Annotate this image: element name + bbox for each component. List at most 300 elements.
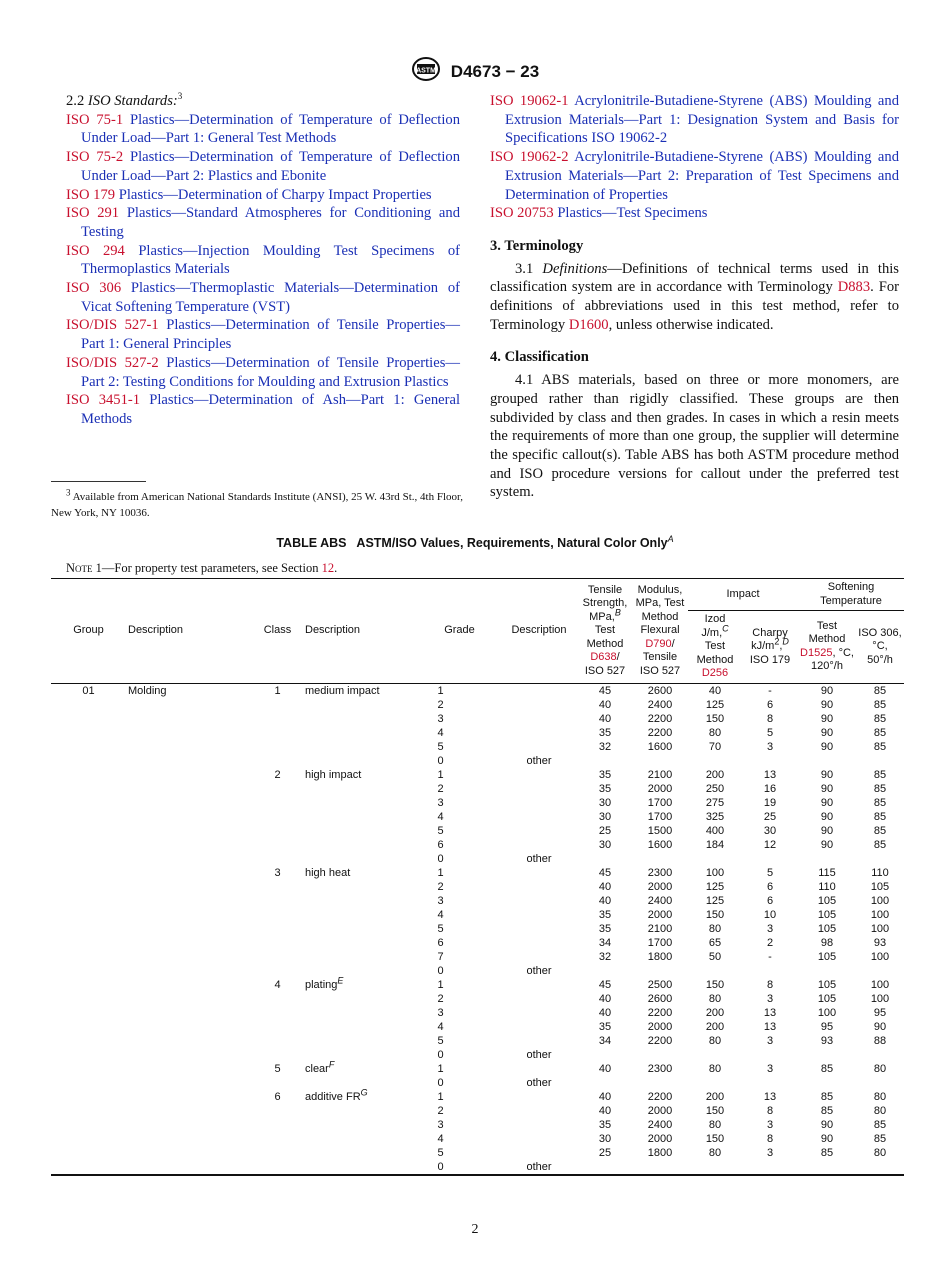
table-cell-tensile: 40 [598, 1104, 612, 1117]
table-cell-cls: 4 [274, 978, 281, 991]
table-cell-iso306: 85 [873, 1118, 887, 1131]
table-cell-group [51, 1076, 126, 1090]
table-cell-desc1 [126, 908, 252, 922]
section-2-2-heading: 2.2 ISO Standards:$^3$ [66, 91, 183, 109]
table-cell-test [798, 1048, 856, 1062]
table-cell-test: 90 [820, 726, 834, 739]
table-cell-iso306: 80 [873, 1104, 887, 1117]
table-cell-iso306: 110 [871, 866, 889, 879]
iso-reference-title-link[interactable]: Plastics—Determination of Charpy Impact Properties [118, 186, 432, 203]
table-cell-charpy: 16 [763, 782, 777, 795]
table-cell-cls [252, 824, 303, 838]
section-4-1-paragraph: 4.1 ABS materials, based on three or more monomers, are grouped rather than rigidly classified. These groups are then subdivided by class and then grades. In cases in which a resin meets the requirements of more than one group, the supplier will determine the specific callout(s). Table ABS has both ASTM procedure method and ISO procedure versions for callout under the preferred test system. [490, 372, 899, 501]
iso-reference-code-link[interactable]: ISO/DIS 527-1 [66, 317, 159, 334]
table-cell-desc1 [126, 978, 252, 992]
table-cell-izod [688, 964, 742, 978]
iso-reference [66, 279, 460, 316]
iso-reference-code-link[interactable]: ISO 306 [66, 280, 122, 297]
table-cell-izod: 200 [705, 1006, 725, 1019]
iso-reference-code-link[interactable]: ISO 75-1 [66, 111, 124, 128]
iso-reference-title-link[interactable]: Plastics—Determination of Temperature of Deflection Under Load—Part 2: Plastics and Ebonite [81, 149, 460, 184]
table-cell-cls [252, 796, 303, 810]
table-cell-charpy: 13 [763, 1006, 777, 1019]
table-cell-izod [688, 754, 742, 768]
table-cell-modulus: 2000 [647, 908, 673, 921]
iso-reference-code-link[interactable]: ISO 3451-1 [66, 392, 141, 409]
table-cell-modulus: 2200 [647, 712, 673, 725]
footnote-rule [51, 481, 146, 482]
table-cell-izod: 150 [705, 978, 725, 991]
astm-logo-text: ASTM [415, 67, 436, 75]
table-cell-desc2 [303, 1020, 419, 1034]
table-cell-grade: 2 [437, 992, 444, 1005]
table-cell-test: 90 [820, 698, 834, 711]
table-cell-group [51, 768, 126, 782]
table-cell-cls [252, 964, 303, 978]
table-cell-charpy: 3 [766, 1062, 774, 1075]
table-cell-group [51, 838, 126, 852]
iso-reference-title-link[interactable]: Plastics—Determination of Temperature of Deflection Under Load—Part 1: General Test Methods [81, 111, 460, 147]
iso-reference [66, 316, 460, 353]
table-cell-test: 90 [820, 1132, 834, 1145]
table-cell-cls: 3 [274, 866, 281, 879]
table-cell-test: 90 [820, 1118, 834, 1131]
table-cell-grade: 4 [437, 810, 444, 823]
table-cell-modulus: 1700 [647, 936, 673, 949]
table-row [51, 1076, 904, 1090]
table-cell-tensile: 40 [598, 992, 612, 1005]
iso-reference-title-link[interactable]: Plastics—Determination of Tensile Properties—Part 2: Testing Conditions for Moulding and Extrusion Plastics [81, 354, 460, 390]
table-cell-izod [688, 1160, 742, 1175]
table-cell-cls [252, 950, 303, 964]
iso-reference-code-link[interactable]: ISO 291 [66, 205, 120, 222]
table-cell-cls [252, 1160, 303, 1175]
link-d1525[interactable]: D1525 [800, 646, 833, 659]
table-cell-desc2 [303, 1034, 419, 1048]
table-cell-desc3 [500, 740, 578, 754]
table-cell-izod: 325 [705, 810, 725, 823]
table-cell-izod: 125 [705, 698, 725, 711]
table-cell-iso306: 85 [873, 684, 887, 697]
table-cell-cls [252, 1146, 303, 1160]
table-cell-modulus: 1600 [647, 740, 673, 753]
table-cell-grade: 6 [437, 838, 444, 851]
table-cell-desc2: clear$^F$ [305, 1058, 335, 1075]
table-cell-desc2 [303, 1048, 419, 1062]
table-cell-tensile: 34 [598, 1034, 612, 1047]
table-cell-test: 85 [820, 1062, 834, 1075]
table-cell-test: 90 [820, 684, 834, 697]
table-cell-iso306 [856, 1160, 904, 1175]
table-cell-charpy: 5 [766, 726, 774, 739]
iso-reference [490, 204, 899, 223]
table-cell-desc2 [303, 782, 419, 796]
link-d638[interactable]: D638 [590, 651, 617, 663]
table-cell-test: 105 [817, 978, 837, 991]
table-cell-modulus: 2400 [647, 894, 673, 907]
table-cell-iso306: 100 [870, 978, 890, 991]
table-cell-desc3: other [526, 1160, 552, 1173]
table-cell-modulus: 2600 [647, 992, 673, 1005]
table-cell-desc3 [500, 796, 578, 810]
iso-reference [490, 92, 899, 148]
iso-reference-title-link[interactable]: Plastics—Test Specimens [557, 205, 708, 222]
table-cell-tensile: 25 [598, 824, 612, 837]
table-row [51, 1006, 904, 1020]
table-cell-desc3 [500, 683, 578, 698]
table-cell-test: 105 [817, 950, 837, 963]
table-row [51, 1118, 904, 1132]
iso-reference [66, 204, 460, 241]
table-cell-izod: 65 [708, 936, 722, 949]
table-cell-modulus: 2000 [647, 1132, 673, 1145]
table-cell-modulus: 2400 [647, 698, 673, 711]
table-cell-tensile: 40 [598, 894, 612, 907]
iso-reference-title-link[interactable]: Plastics—Determination of Ash—Part 1: General Methods [81, 392, 461, 427]
astm-logo-icon [411, 56, 441, 87]
table-row [51, 880, 904, 894]
table-cell-charpy: 3 [766, 1034, 774, 1047]
table-cell-grade: 0 [437, 1048, 444, 1061]
link-d256[interactable]: D256 [701, 667, 729, 679]
table-cell-desc3 [500, 950, 578, 964]
header-iso-306: ISO 306, °C, 50°/h [858, 626, 902, 666]
table-cell-group [51, 866, 126, 880]
table-cell-cls: 6 [274, 1090, 281, 1103]
table-row [51, 1062, 904, 1076]
table-cell-tensile [578, 852, 632, 866]
footnote: $^3$ Available from American National Standards Institute (ANSI), 25 W. 43rd St., 4th Floor, New York, NY 10036. [51, 487, 463, 519]
header-grade: Grade [444, 624, 475, 636]
table-cell-grade: 5 [437, 824, 444, 837]
table-cell-desc1 [126, 712, 252, 726]
table-cell-desc2 [303, 810, 419, 824]
table-cell-grade: 1 [437, 1062, 444, 1075]
table-cell-grade: 4 [437, 1132, 444, 1145]
table-cell-group [51, 1118, 126, 1132]
iso-reference [66, 111, 460, 148]
table-cell-grade: 4 [437, 726, 444, 739]
table-cell-tensile: 40 [598, 1006, 612, 1019]
table-cell-izod: 80 [708, 992, 722, 1005]
table-cell-tensile: 35 [598, 1020, 612, 1033]
table-cell-cls [252, 936, 303, 950]
iso-reference-code-link[interactable]: ISO 75-2 [66, 149, 124, 166]
table-cell-izod: 200 [705, 1090, 725, 1103]
table-cell-desc2 [303, 1146, 419, 1160]
iso-reference [66, 148, 460, 185]
table-cell-grade: 3 [437, 1006, 444, 1019]
iso-reference-title-link[interactable]: Acrylonitrile-Butadiene-Styrene (ABS) Moulding and Extrusion Materials—Part 1: Designation System and Basis for Specifications ISO 19062-2 [505, 93, 900, 147]
table-cell-iso306: 80 [873, 1146, 887, 1159]
iso-reference [66, 354, 460, 391]
link-d883[interactable]: D883 [837, 279, 871, 296]
table-cell-charpy: 6 [766, 894, 774, 907]
table-cell-test [798, 852, 856, 866]
table-cell-group [51, 922, 126, 936]
table-cell-desc2 [303, 852, 419, 866]
table-cell-test: 105 [817, 908, 837, 921]
table-cell-grade: 1 [437, 768, 444, 781]
table-cell-charpy: 13 [763, 1090, 777, 1103]
table-cell-group [51, 1160, 126, 1175]
table-cell-desc1 [126, 768, 252, 782]
table-cell-modulus: 2000 [647, 1104, 673, 1117]
section-4-heading: 4. Classification [490, 349, 589, 366]
table-cell-desc1 [126, 964, 252, 978]
table-cell-group [51, 698, 126, 712]
table-cell-desc1 [126, 1146, 252, 1160]
iso-reference-title-link[interactable]: Acrylonitrile-Butadiene-Styrene (ABS) Moulding and Extrusion Materials—Part 2: Preparation of Test Specimens and Determination of Properties [505, 149, 900, 203]
table-cell-desc2 [303, 936, 419, 950]
table-cell-desc3 [500, 880, 578, 894]
table-cell-cls [252, 698, 303, 712]
table-row [51, 782, 904, 796]
table-cell-group [51, 992, 126, 1006]
table-cell-cls [252, 1006, 303, 1020]
table-cell-iso306: 100 [870, 992, 890, 1005]
table-cell-desc3 [500, 726, 578, 740]
table-cell-izod [688, 1048, 742, 1062]
table-cell-charpy: - [768, 684, 772, 697]
table-cell-iso306: 80 [873, 1090, 887, 1103]
table-cell-desc1 [126, 922, 252, 936]
header-description-3: Description [511, 624, 567, 636]
table-cell-tensile: 32 [598, 950, 612, 963]
table-cell-group [51, 1006, 126, 1020]
table-row [51, 922, 904, 936]
iso-reference-code-link[interactable]: ISO 20753 [490, 205, 554, 222]
header-softening-temperature: Softening Temperature [798, 579, 904, 611]
table-cell-group: 01 [82, 684, 95, 697]
table-cell-izod: 80 [708, 1062, 722, 1075]
table-row [51, 726, 904, 740]
table-cell-grade: 1 [437, 684, 444, 697]
table-cell-desc1 [126, 950, 252, 964]
document-number: D4673 − 23 [450, 61, 540, 81]
table-cell-cls: 5 [274, 1062, 281, 1075]
table-row [51, 698, 904, 712]
table-cell-desc2 [303, 908, 419, 922]
table-cell-desc2 [303, 964, 419, 978]
table-cell-cls [252, 1132, 303, 1146]
table-cell-desc2 [303, 698, 419, 712]
table-cell-group [51, 852, 126, 866]
table-cell-cls [252, 1118, 303, 1132]
table-cell-test: 115 [818, 866, 836, 879]
table-cell-charpy: 10 [763, 908, 777, 921]
table-cell-tensile: 45 [598, 866, 612, 879]
table-cell-izod: 80 [708, 726, 722, 739]
table-cell-desc1 [126, 810, 252, 824]
table-cell-charpy: 3 [766, 922, 774, 935]
table-cell-tensile: 40 [598, 1062, 612, 1075]
table-row [51, 712, 904, 726]
iso-reference-code-link[interactable]: ISO 19062-1 [490, 93, 569, 109]
table-cell-modulus: 2400 [647, 1118, 673, 1131]
table-cell-charpy: 8 [766, 712, 774, 725]
table-cell-group [51, 796, 126, 810]
table-cell-tensile: 35 [598, 726, 612, 739]
table-cell-desc2 [303, 880, 419, 894]
table-cell-tensile: 30 [598, 796, 612, 809]
iso-reference-title-link[interactable]: Plastics—Standard Atmospheres for Conditioning and Testing [81, 205, 460, 240]
table-cell-charpy: 2 [766, 936, 774, 949]
table-cell-grade: 0 [437, 852, 444, 865]
table-cell-izod: 200 [705, 768, 725, 781]
table-cell-grade: 5 [437, 740, 444, 753]
header-charpy: Charpy $kJ/m^2,^D$ ISO 179 [749, 626, 791, 666]
header-description-1: Description [128, 624, 184, 636]
table-cell-test: 98 [820, 936, 834, 949]
iso-reference-code-link[interactable]: ISO 19062-2 [490, 149, 569, 166]
table-cell-desc1 [126, 936, 252, 950]
table-cell-iso306: 85 [873, 712, 887, 725]
table-cell-group [51, 894, 126, 908]
table-cell-izod: 125 [705, 880, 725, 893]
table-cell-grade: 5 [437, 922, 444, 935]
table-row [51, 1020, 904, 1034]
table-cell-desc1 [126, 1034, 252, 1048]
table-cell-desc1 [126, 880, 252, 894]
table-row [51, 852, 904, 866]
table-cell-desc3 [500, 824, 578, 838]
table-cell-grade: 6 [437, 936, 444, 949]
table-cell-modulus: 2200 [647, 1006, 673, 1019]
table-cell-iso306 [856, 852, 904, 866]
table-cell-grade: 0 [437, 964, 444, 977]
table-cell-test: 85 [820, 1104, 834, 1117]
table-cell-iso306 [856, 964, 904, 978]
table-cell-grade: 0 [437, 1076, 444, 1089]
table-cell-grade: 0 [437, 754, 444, 767]
iso-reference [66, 242, 460, 279]
table-cell-iso306 [856, 1076, 904, 1090]
table-cell-group [51, 740, 126, 754]
table-cell-charpy: 12 [763, 838, 777, 851]
table-cell-cls [252, 1034, 303, 1048]
table-row [51, 1146, 904, 1160]
table-cell-desc2 [303, 740, 419, 754]
section-3-1-paragraph: 3.1 Definitions—Definitions of technical terms used in this classification system are in accordance with Terminology D883. For definitions of abbreviations used in this test method, refer to Terminology D1600, unless otherwise indicated. [490, 260, 899, 333]
table-cell-grade: 2 [437, 880, 444, 893]
table-cell-test: 105 [817, 992, 837, 1005]
iso-reference-title-link[interactable]: Plastics—Thermoplastic Materials—Determination of Vicat Softening Temperature (VST) [81, 280, 460, 315]
table-cell-desc3 [500, 1034, 578, 1048]
table-cell-izod [688, 1076, 742, 1090]
iso-reference-code-link[interactable]: ISO 294 [66, 242, 125, 259]
table-cell-charpy: 3 [766, 992, 774, 1005]
header-group: Group [73, 624, 104, 636]
table-cell-modulus [632, 1048, 688, 1062]
table-cell-charpy: 13 [763, 768, 777, 781]
iso-reference [490, 148, 899, 204]
table-row [51, 978, 904, 992]
iso-reference-title-link[interactable]: Plastics—Injection Moulding Test Specimens of Thermoplastics Materials [81, 242, 460, 278]
table-cell-charpy [742, 1048, 798, 1062]
table-cell-desc3 [500, 908, 578, 922]
table-cell-cls [252, 1048, 303, 1062]
table-cell-modulus: 1600 [647, 838, 673, 851]
link-d790[interactable]: D790 [645, 637, 672, 650]
iso-reference-title-link[interactable]: Plastics—Determination of Tensile Properties—Part 1: General Principles [81, 317, 460, 353]
table-cell-modulus: 1500 [647, 824, 673, 837]
table-cell-modulus: 2000 [647, 880, 673, 893]
link-d1600[interactable]: D1600 [568, 316, 609, 333]
table-cell-iso306: 100 [870, 908, 890, 921]
table-cell-iso306: 85 [873, 838, 887, 851]
section-3-heading: 3. Terminology [490, 237, 584, 254]
table-cell-desc2 [303, 950, 419, 964]
table-row [51, 866, 904, 880]
table-cell-iso306: 85 [873, 810, 887, 823]
table-row [51, 964, 904, 978]
table-cell-tensile: 40 [598, 1090, 612, 1103]
iso-reference-code-link[interactable]: ISO/DIS 527-2 [66, 354, 159, 371]
table-cell-desc1 [126, 796, 252, 810]
table-cell-modulus [632, 852, 688, 866]
link-section-12[interactable]: 12 [321, 561, 335, 575]
table-cell-izod: 80 [708, 1034, 722, 1047]
table-cell-charpy: 8 [766, 1104, 774, 1117]
table-body [51, 683, 904, 1175]
table-cell-desc2 [303, 712, 419, 726]
table-cell-cls [252, 838, 303, 852]
table-cell-iso306: 100 [870, 950, 890, 963]
iso-reference [66, 186, 460, 205]
table-cell-iso306: 80 [873, 1062, 887, 1075]
table-cell-modulus: 2200 [647, 726, 673, 739]
table-cell-charpy: 3 [766, 1118, 774, 1131]
table-cell-charpy: 25 [763, 810, 777, 823]
table-row [51, 1160, 904, 1175]
table-cell-desc1 [126, 824, 252, 838]
iso-reference-code-link[interactable]: ISO 179 [66, 186, 116, 203]
table-cell-desc1 [126, 1048, 252, 1062]
table-cell-desc1 [126, 992, 252, 1006]
table-cell-iso306: 105 [870, 880, 890, 893]
page-header [0, 56, 950, 87]
table-cell-grade: 0 [437, 1160, 444, 1173]
table-cell-izod: 80 [708, 1118, 722, 1131]
table-cell-tensile: 45 [598, 684, 612, 697]
table-cell-desc2 [303, 754, 419, 768]
table-cell-iso306: 85 [873, 824, 887, 837]
table-row [51, 1104, 904, 1118]
table-cell-desc1 [126, 852, 252, 866]
table-row [51, 796, 904, 810]
table-cell-modulus [632, 1160, 688, 1175]
table-cell-desc2: high impact [305, 768, 362, 781]
table-cell-tensile: 35 [598, 908, 612, 921]
table-cell-desc3 [500, 1104, 578, 1118]
table-cell-group [51, 712, 126, 726]
table-cell-iso306: 88 [873, 1034, 887, 1047]
table-cell-test: 90 [820, 740, 834, 753]
table-row [51, 683, 904, 698]
table-cell-desc2 [303, 1160, 419, 1175]
table-cell-modulus: 2000 [647, 782, 673, 795]
table-cell-desc3 [500, 1062, 578, 1076]
table-cell-desc2: high heat [305, 866, 351, 879]
table-cell-izod: 184 [705, 838, 725, 851]
table-row [51, 824, 904, 838]
table-cell-desc1 [126, 1020, 252, 1034]
table-cell-desc3 [500, 978, 578, 992]
table-cell-grade: 2 [437, 782, 444, 795]
table-cell-charpy: 6 [766, 880, 774, 893]
table-cell-desc1 [126, 1132, 252, 1146]
